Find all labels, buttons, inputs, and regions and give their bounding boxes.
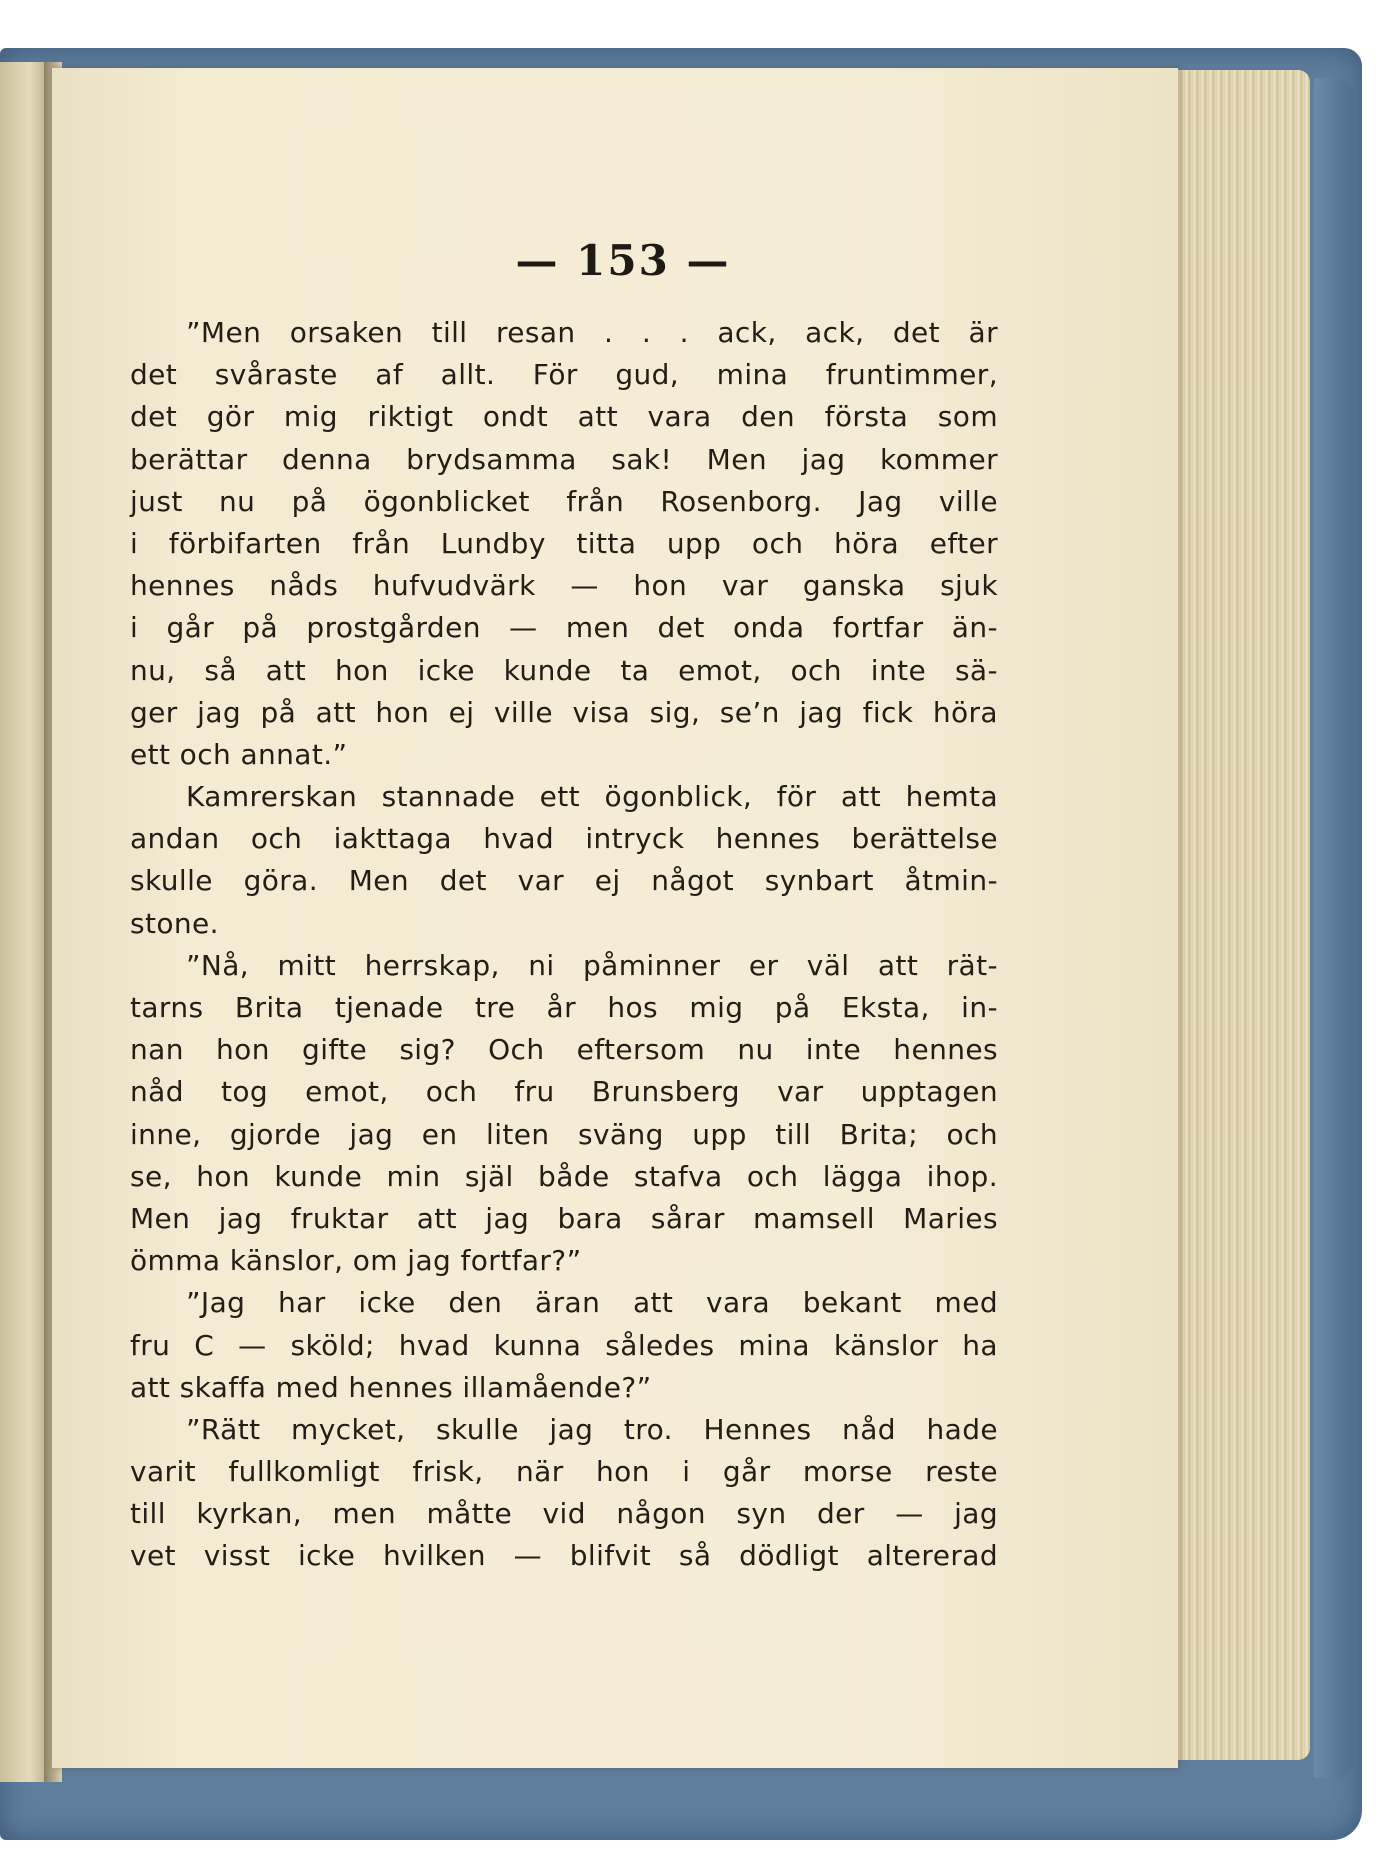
text-line: vet visst icke hvilken — blifvit så dödligt altererad [130, 1539, 998, 1573]
text-line: ”Jag har icke den äran att vara bekant med [186, 1286, 998, 1320]
text-line: fru C — sköld; hvad kunna således mina känslor ha [130, 1328, 998, 1362]
text-line: nu, så att hon icke kunde ta emot, och inte sä- [130, 653, 998, 687]
text-line: ett och annat.” [130, 737, 348, 771]
text-line: nan hon gifte sig? Och eftersom nu inte hennes [130, 1033, 998, 1067]
text-line: tarns Brita tjenade tre år hos mig på Eksta, in- [130, 991, 998, 1024]
text-line: det gör mig riktigt ondt att vara den första som [130, 400, 998, 434]
text-line: ”Men orsaken till resan . . . ack, ack, det är [186, 316, 998, 349]
body-text [130, 312, 998, 1578]
left-page-edge [0, 62, 50, 1782]
text-line: nåd tog emot, och fru Brunsberg var upptagen [130, 1075, 998, 1109]
text-line: ömma känslor, om jag fortfar?” [130, 1244, 582, 1278]
text-line: ger jag på att hon ej ville visa sig, se’n jag fick höra [130, 695, 998, 729]
text-line: se, hon kunde min själ både stafva och lägga ihop. [130, 1159, 998, 1193]
text-line: att skaffa med hennes illamående?” [130, 1370, 652, 1404]
text-line: i går på prostgården — men det onda fortfar än- [130, 611, 998, 645]
text-line: varit fullkomligt frisk, när hon i går morse reste [130, 1455, 998, 1489]
text-line: Men jag fruktar att jag bara sårar mamsell Maries [130, 1201, 998, 1235]
text-line: Kamrerskan stannade ett ögonblick, för att hemta [186, 780, 998, 814]
text-line: i förbifarten från Lundby titta upp och höra efter [130, 526, 998, 560]
text-line: berättar denna brydsamma sak! Men jag kommer [130, 442, 998, 476]
text-line: andan och iakttaga hvad intryck hennes berättelse [130, 822, 998, 856]
text-line: skulle göra. Men det var ej något synbart åtmin- [130, 864, 998, 898]
text-line: just nu på ögonblicket från Rosenborg. Jag ville [130, 484, 998, 518]
text-line: till kyrkan, men måtte vid någon syn der — jag [130, 1497, 998, 1531]
text-line: det svåraste af allt. För gud, mina fruntimmer, [130, 358, 998, 392]
text-line: inne, gjorde jag en liten sväng upp till Brita; och [130, 1117, 998, 1151]
page-number: — 153 — [515, 236, 731, 285]
book-page [52, 68, 1178, 1768]
text-line: ”Nå, mitt herrskap, ni påminner er väl att rät- [186, 948, 998, 982]
text-line: stone. [130, 906, 219, 940]
text-line: ”Rätt mycket, skulle jag tro. Hennes nåd hade [186, 1412, 998, 1446]
page-block-edges [1160, 70, 1310, 1760]
text-line: hennes nåds hufvudvärk — hon var ganska sjuk [130, 569, 998, 603]
